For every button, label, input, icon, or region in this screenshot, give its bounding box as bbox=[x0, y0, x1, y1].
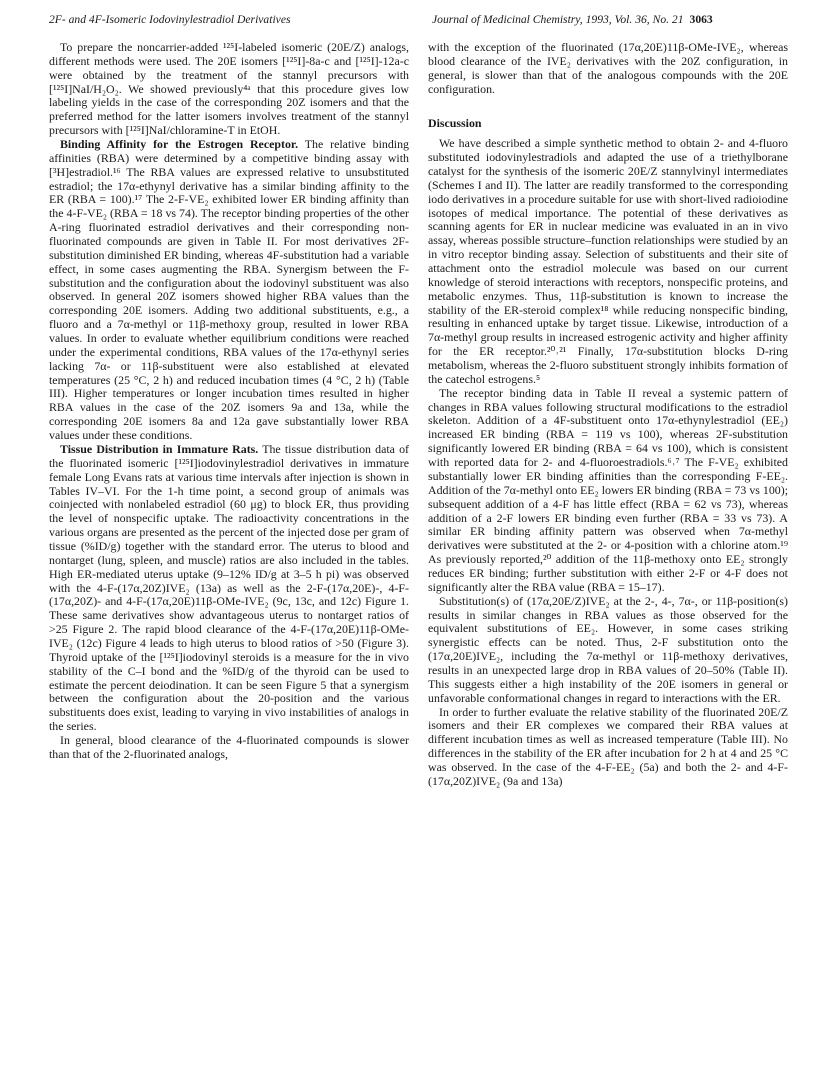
page-number: 3063 bbox=[689, 13, 713, 26]
paragraph-discussion-synthesis: We have described a simple synthetic method to obtain 2- and 4-fluoro substituted iodovinylestradiols and adapted the use of a triethylborane catalyst for the synthesis of the isomeric 20E/Z stannylvinyl intermediates (Schemes I and II). The latter are readily transformed to the corresponding iodo derivatives in a procedure suitable for use with short-lived radioiodine isotopes of medical importance. The potential of these derivatives as scanning agents for ER in nuclear medicine was evaluated in an in vivo assay, whereas possible structure–function relationships were studied by an in vitro receptor binding assay. Selection of substituents and their site of attachment onto the estradiol molecule was based on our current knowledge of steroid interactions with receptors, nonspecific proteins, and metabolic enzymes. Thus, 11β-substitution is known to increase the stability of the ER-steroid complex¹⁸ while reducing nonspecific binding, resulting in enhanced uptake by target tissue. Likewise, introduction of a 7α-methyl group results in increased estrogenic activity and higher affinity for the ER receptor.²⁰˒²¹ Finally, 17α-substitution blocks D-ring metabolism, whereas the 2-fluoro substituent strongly inhibits formation of the catechol estrogens.⁵ bbox=[428, 136, 788, 386]
paragraph-tissue-distribution-text: The tissue distribution data of the fluorinated isomeric [¹²⁵I]iodovinylestradiol derivatives in immature female Long Evans rats at various time intervals after injection is shown in Tables IV–VI. For the 1-h time point, a second group of animals was coinjected with nonlabeled estradiol (60 μg) to block ER, thus providing the level of nonspecific uptake. The radioactivity concentrations in the various organs are presented as the percent of the injected dose per gram of tissue (%ID/g) together with the standard error. The uterus to blood and nontarget (lung, spleen, and muscle) ratios are also included in the tables. High ER-mediated uterus uptake (9–12% ID/g at 3–5 h pi) was observed with the 4-F-(17α,20Z)IVE₂ (13a) as well as the 2-F-(17α,20E)-, 4-F-(17α,20Z)- and 4-F-(17α,20E)11β-OMe-IVE₂ (9c, 13c, and 12c) Figure 1. These same derivatives show advantageous uterus to nontarget ratios of >25 Figure 2. The rapid blood clearance of the 4-F-(17α,20E)11β-OMe-IVE₂ (12c) Figure 4 leads to high uterus to blood ratios of >50 (Figure 3). Thyroid uptake of the [¹²⁵I]iodovinyl steroids is a measure for the in vivo stability of the C–I bond and the %ID/g of the thyroid can be used to estimate the percent deiodination. It can be seen Figure 5 that a synergism between the configuration about the 20-position and the various substituents does exist, leading to varying in vivo instabilities of analogs in the series. bbox=[49, 441, 410, 734]
journal-citation bbox=[432, 13, 713, 26]
right-column bbox=[428, 41, 788, 789]
paragraph-blood-clearance: In general, blood clearance of the 4-fluorinated compounds is slower than that of the 2-fluorinated analogs, bbox=[49, 732, 409, 761]
paragraph-labeling-methods: To prepare the noncarrier-added ¹²⁵I-labeled isomeric (20E/Z) analogs, different methods were used. The 20E isomers [¹²⁵I]-8a-c and [¹²⁵I]-12a-c were obtained by the treatment of the stannyl precursors with [¹²⁵I]NaI/H₂O₂. We showed previously⁴ᵃ that this procedure gives low labeling yields in the case of the corresponding 20Z isomers and that the preferred method for the latter isomers involves treatment of the stannyl precursors with [¹²⁵I]NaI/chloramine-T in EtOH. bbox=[49, 40, 409, 138]
paragraph-tissue-distribution bbox=[49, 443, 409, 734]
paragraph-stability-evaluation: In order to further evaluate the relative stability of the fluorinated 20E/Z isomers and their ER complexes we compared their RBA values at different incubation times as well as increased temperature (Table III). No differences in the stability of the ER after incubation for 2 h at 4 and 25 °C was observed. In the case of the 4-F-EE₂ (5a) and both the 2- and 4-F-(17α,20Z)IVE₂ (9a and 13a) bbox=[428, 704, 788, 788]
section-heading-tissue-distribution: Tissue Distribution in Immature Rats. bbox=[60, 441, 259, 456]
paragraph-binding-affinity-text: The relative binding affinities (RBA) were determined by a competitive binding assay with [³H]estradiol.¹⁶ The RBA values are expressed relative to unsubstituted estradiol; the 17α-ethynyl derivative has a similar binding affinity to the ER (RBA = 100).¹⁷ The 2-F-VE₂ exhibited lower ER binding affinity than the 4-F-VE₂ (RBA = 18 vs 74). The receptor binding properties of the other A-ring fluorinated estradiol derivatives and their corresponding non-fluorinated compounds are given in Table II. For most derivatives 2F-substitution diminished ER binding, whereas 4F-substitution had a variable effect, in some cases augmenting the RBA. Synergism between the F-substitution and the configuration about the iodovinyl substituent was also observed. In general 20Z isomers showed higher RBA values than the corresponding 20E isomers. Adding two additional substituents, e.g., a fluoro and a 7α-methyl or 11β-methoxy group, resulted in lower RBA values. In order to evaluate whether equilibrium conditions were reached under the experimental conditions, RBA values of the 17α-ethynyl series lacking 7α- or 11β-substituent were also established at elevated temperatures (25 °C, 2 h) and reduced incubation times (4 °C, 2 h) (Table III). Higher temperatures or longer incubation times resulted in higher RBA values in the case of the 20Z isomers 9a and 13a, while the corresponding 20E isomers 8a and 12a gave substantially lower RBA values under these conditions. bbox=[49, 137, 410, 443]
journal-name: Journal of Medicinal Chemistry, 1993, Vol. 36, No. 21 bbox=[432, 13, 684, 26]
running-title: 2F- and 4F-Isomeric Iodovinylestradiol Derivatives bbox=[49, 13, 291, 26]
paragraph-binding-affinity bbox=[49, 138, 409, 443]
paragraph-clearance-continued: with the exception of the fluorinated (17α,20E)11β-OMe-IVE₂, whereas blood clearance of the IVE₂ derivatives with the 20Z configuration, in general, is slower than that of the analogous compounds with the 20E configuration. bbox=[428, 40, 788, 96]
discussion-heading: Discussion bbox=[428, 116, 482, 131]
paragraph-receptor-binding-data: The receptor binding data in Table II reveal a systemic pattern of changes in RBA values following structural modifications to the estradiol skeleton. Addition of a 4F-substituent onto 17α-ethynylestradiol (EE₂) increased ER binding (RBA = 119 vs 100), whereas 2F-substitution significantly lowered ER binding (RBA = 64 vs 100), which is consistent with reported data for 2- and 4-fluoroestradiols.⁶˒⁷ The F-VE₂ exhibited substantially lower ER binding affinities than the corresponding F-EE₂. Addition of the 7α-methyl onto EE₂ lowers ER binding (RBA = 73 vs 100); subsequent addition of a 4-F has little effect (RBA = 62 vs 73), whereas addition of a 2-F lowers ER binding even further (RBA = 33 vs 73). A similar ER binding affinity pattern was observed when 7α-methyl derivatives were substituted at the 2- or 4-position with a chlorine atom.¹⁹ As previously reported,²⁰ addition of the 11β-methoxy onto EE₂ strongly reduces ER binding; further substitution with either 2-F or 4-F does not significantly alter the RBA value (RBA = 15–17). bbox=[428, 385, 788, 594]
section-heading-binding-affinity: Binding Affinity for the Estrogen Receptor. bbox=[60, 137, 299, 152]
paragraph-substitution-effects: Substitution(s) of (17α,20E/Z)IVE₂ at the 2-, 4-, 7α-, or 11β-position(s) results in similar changes in RBA values as those observed for the equivalent substitutions of EE₂. However, in some cases striking synergistic effects can be noted. Thus, 2-F substitution onto the (17α,20E)IVE₂, including the 7α-methyl or 11β-methoxy derivatives, results in an unexpected large drop in RBA values of 20–50% (Table II). This suggests either a high instability of the 20E isomers in general or unfavorable conformational changes in regard to interactions with the ER. bbox=[428, 593, 788, 705]
left-column bbox=[49, 41, 409, 762]
